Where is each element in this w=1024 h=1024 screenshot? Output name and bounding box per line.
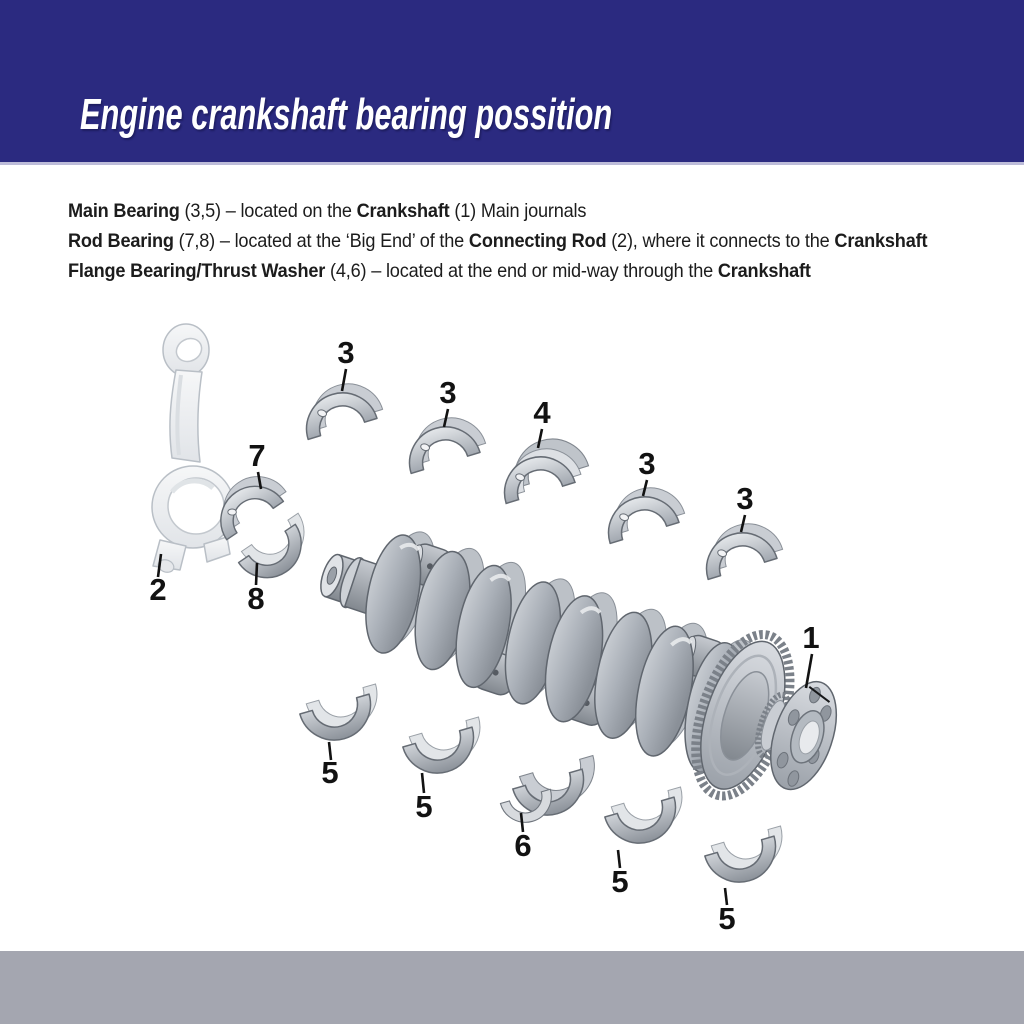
part-label-3c: 3 — [638, 446, 656, 481]
main-bearing-upper-shell-3 — [598, 479, 687, 544]
text-segment: (4,6) – located at the end or mid-way through the — [325, 260, 718, 282]
part-label-4: 4 — [533, 395, 551, 430]
main-bearing-upper-shell-4 — [696, 515, 785, 580]
main-bearing-lower-shell-2 — [401, 717, 491, 782]
main-bearing-lower-shell-4 — [703, 826, 793, 891]
part-label-5c: 5 — [611, 864, 629, 899]
part-label-6: 6 — [514, 828, 532, 863]
main-bearing-lower-shell-3 — [603, 787, 693, 852]
flange-bearing-upper — [492, 430, 592, 504]
part-label-5d: 5 — [718, 901, 736, 936]
text-segment: (7,8) – located at the ‘Big End’ of the — [173, 230, 469, 252]
term-rod-bearing: Rod Bearing — [68, 230, 174, 252]
term-flange-bearing: Flange Bearing/Thrust Washer — [68, 260, 326, 282]
page-title: Engine crankshaft bearing possition — [80, 90, 613, 139]
text-segment: (1) Main journals — [449, 200, 587, 222]
part-label-5b: 5 — [415, 789, 433, 824]
part-label-3a: 3 — [337, 335, 355, 370]
part-label-1: 1 — [802, 620, 820, 655]
term-crankshaft: Crankshaft — [834, 230, 928, 252]
part-label-2: 2 — [149, 572, 167, 607]
term-connecting-rod: Connecting Rod — [468, 230, 607, 252]
footer-band — [0, 951, 1024, 1024]
main-bearing-upper-shell-2 — [399, 409, 488, 474]
term-crankshaft: Crankshaft — [717, 260, 811, 282]
part-label-3d: 3 — [736, 481, 754, 516]
part-label-5a: 5 — [321, 755, 339, 790]
part-label-7: 7 — [248, 438, 266, 473]
text-segment: (2), where it connects to the — [606, 230, 835, 252]
connecting-rod — [152, 324, 234, 574]
rod-bearing-lower-shell — [234, 513, 321, 591]
flange-bearing-lower — [495, 756, 606, 829]
term-crankshaft: Crankshaft — [356, 200, 450, 222]
main-bearing-lower-shell-1 — [298, 684, 388, 749]
part-label-3b: 3 — [439, 375, 457, 410]
main-bearing-upper-shell-1 — [296, 375, 385, 440]
term-main-bearing: Main Bearing — [68, 200, 180, 222]
text-segment: (3,5) – located on the — [179, 200, 357, 222]
part-label-8: 8 — [247, 581, 265, 616]
